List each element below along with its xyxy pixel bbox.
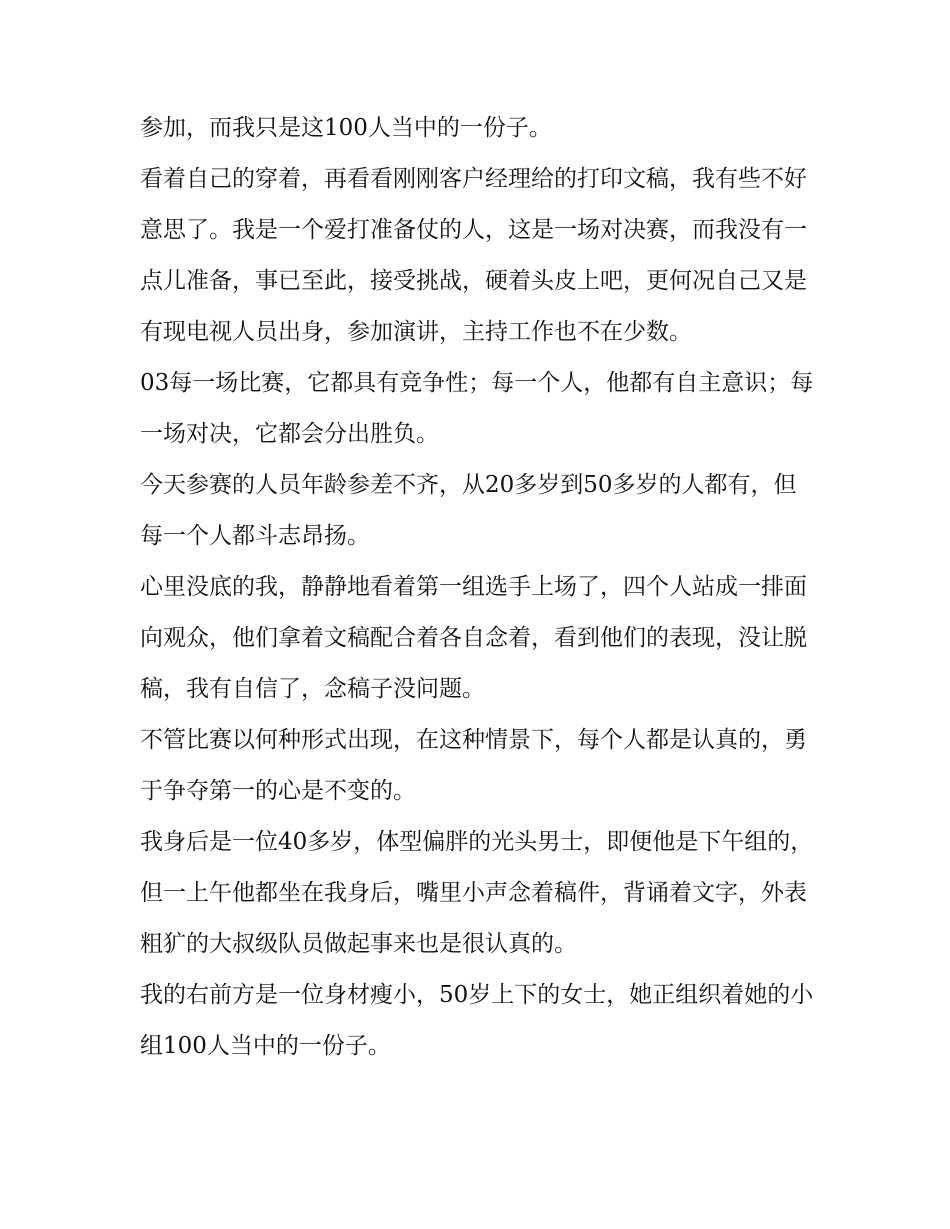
paragraph: 03每一场比赛，它都具有竞争性；每一个人，他都有自主意识；每一场对决，它都会分出胜负。 [140,370,814,447]
paragraph: 看着自己的穿着，再看看刚刚客户经理给的打印文稿，我有些不好意思了。我是一个爱打准备仗的人，这是一场对决赛，而我没有一点儿准备，事已至此，接受挑战，硬着头皮上吧，更何况自己又是有现电视人员出身，参加演讲，主持工作也不在少数。 [140,166,807,345]
paragraph: 我身后是一位40多岁，体型偏胖的光头男士，即便他是下午组的，但一上午他都坐在我身后，嘴里小声念着稿件，背诵着文字，外表粗犷的大叔级队员做起事来也是很认真的。 [140,829,814,957]
paragraph: 我的右前方是一位身材瘦小，50岁上下的女士，她正组织着她的小组100人当中的一份子。 [140,982,814,1059]
paragraph: 不管比赛以何种形式出现，在这种情景下，每个人都是认真的，勇于争夺第一的心是不变的。 [140,727,807,804]
paragraph: 参加，而我只是这100人当中的一份子。 [140,115,552,141]
document-body [140,103,815,1072]
paragraph: 今天参赛的人员年龄参差不齐，从20多岁到50多岁的人都有，但每一个人都斗志昂扬。 [140,472,797,549]
paragraph: 心里没底的我，静静地看着第一组选手上场了，四个人站成一排面向观众，他们拿着文稿配合着各自念着，看到他们的表现，没让脱稿，我有自信了，念稿子没问题。 [140,574,807,702]
